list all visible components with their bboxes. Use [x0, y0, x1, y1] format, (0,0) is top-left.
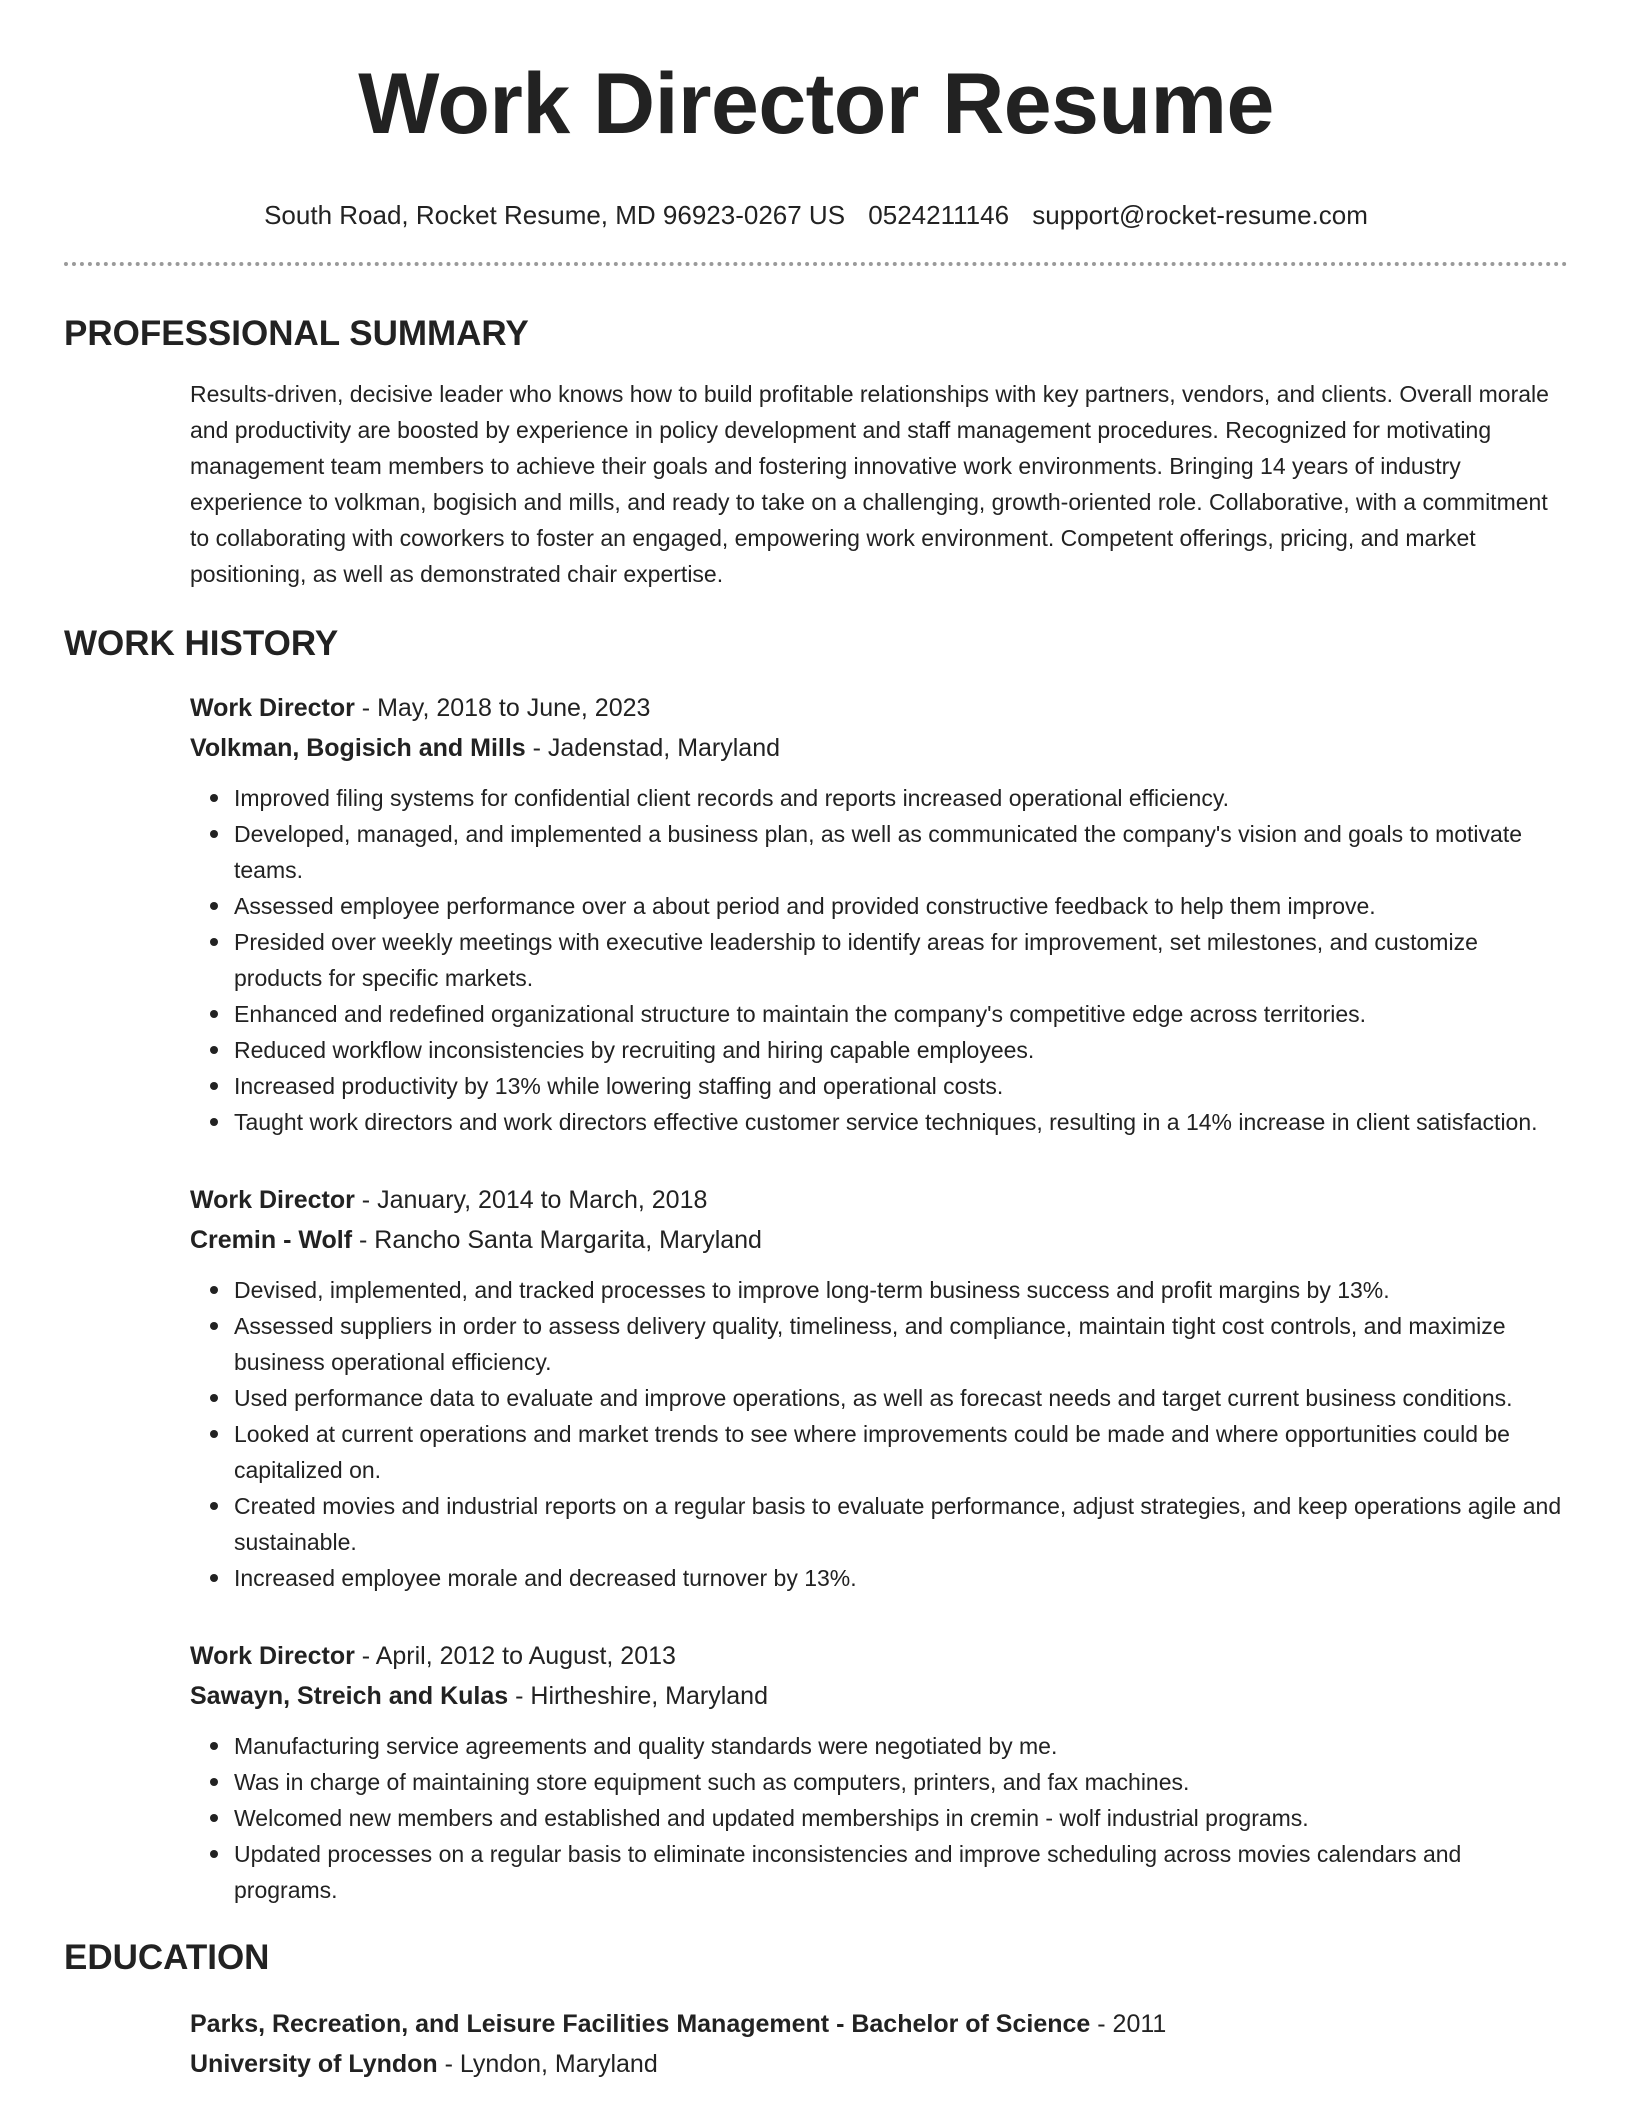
job-company: Cremin - Wolf — [190, 1226, 353, 1254]
page-title: Work Director Resume — [358, 56, 1274, 152]
list-item: Assessed employee performance over a about period and provided constructive feedback to help them improve. — [234, 888, 1568, 924]
list-item: Presided over weekly meetings with executive leadership to identify areas for improvement, set milestones, and customize products for specific markets. — [234, 924, 1568, 996]
education-school-line — [190, 2044, 1568, 2084]
list-item: Welcomed new members and established and updated memberships in cremin - wolf industrial programs. — [234, 1800, 1568, 1836]
header-divider — [64, 262, 1568, 266]
list-item: Was in charge of maintaining store equipment such as computers, printers, and fax machines. — [234, 1764, 1568, 1800]
education-school: University of Lyndon — [190, 2050, 438, 2078]
job-company: Volkman, Bogisich and Mills — [190, 734, 526, 762]
list-item: Devised, implemented, and tracked processes to improve long-term business success and profit margins by 13%. — [234, 1272, 1568, 1308]
list-item: Looked at current operations and market trends to see where improvements could be made and where opportunities could be capitalized on. — [234, 1416, 1568, 1488]
job-company-line — [190, 728, 1568, 768]
education-degree-line — [190, 2004, 1568, 2044]
job-bullets — [190, 780, 1568, 1140]
education-location: - Lyndon, Maryland — [437, 2050, 658, 2078]
job-dates: - May, 2018 to June, 2023 — [354, 694, 651, 722]
list-item: Developed, managed, and implemented a business plan, as well as communicated the company's vision and goals to motivate teams. — [234, 816, 1568, 888]
job-title-line — [190, 1636, 1568, 1676]
list-item: Enhanced and redefined organizational structure to maintain the company's competitive edge across territories. — [234, 996, 1568, 1032]
list-item: Increased employee morale and decreased turnover by 13%. — [234, 1560, 1568, 1596]
contact-email: support@rocket-resume.com — [1032, 200, 1368, 230]
list-item: Increased productivity by 13% while lowering staffing and operational costs. — [234, 1068, 1568, 1104]
job-dates: - January, 2014 to March, 2018 — [354, 1186, 708, 1214]
list-item: Manufacturing service agreements and quality standards were negotiated by me. — [234, 1728, 1568, 1764]
list-item: Updated processes on a regular basis to eliminate inconsistencies and improve scheduling across movies calendars and programs. — [234, 1836, 1568, 1908]
summary-text: Results-driven, decisive leader who knows how to build profitable relationships with key partners, vendors, and clients. Overall morale and productivity are boosted by experience in policy development and staff management procedures. Recognized for motivating management team members to achieve their goals and fostering innovative work environments. Bringing 14 years of industry experience to volkman, bogisich and mills, and ready to take on a challenging, growth-oriented role. Collaborative, with a commitment to collaborating with coworkers to foster an engaged, empowering work environment. Competent offerings, pricing, and market positioning, as well as demonstrated chair expertise. — [190, 381, 1549, 587]
list-item: Used performance data to evaluate and improve operations, as well as forecast needs and target current business conditions. — [234, 1380, 1568, 1416]
list-item: Assessed suppliers in order to assess delivery quality, timeliness, and compliance, maintain tight cost controls, and maximize business operational efficiency. — [234, 1308, 1568, 1380]
summary-section — [190, 376, 1568, 592]
job-location: - Rancho Santa Margarita, Maryland — [352, 1226, 762, 1254]
job-dates: - April, 2012 to August, 2013 — [354, 1642, 676, 1670]
education-heading: EDUCATION — [64, 1938, 270, 1977]
list-item: Taught work directors and work directors effective customer service techniques, resulting in a 14% increase in client satisfaction. — [234, 1104, 1568, 1140]
job-entry — [190, 688, 1568, 1140]
list-item: Improved filing systems for confidential client records and reports increased operational efficiency. — [234, 780, 1568, 816]
job-role: Work Director — [190, 1642, 355, 1670]
contact-phone: 0524211146 — [868, 200, 1010, 230]
job-company: Sawayn, Streich and Kulas — [190, 1682, 509, 1710]
education-year: - 2011 — [1090, 2010, 1167, 2038]
job-bullets — [190, 1272, 1568, 1596]
contact-address: South Road, Rocket Resume, MD 96923-0267 US — [264, 200, 846, 230]
job-title-line — [190, 1180, 1568, 1220]
education-degree: Parks, Recreation, and Leisure Facilities Management - Bachelor of Science — [190, 2010, 1091, 2038]
job-location: - Hirtheshire, Maryland — [508, 1682, 768, 1710]
job-entry — [190, 1180, 1568, 1596]
job-title-line — [190, 688, 1568, 728]
job-location: - Jadenstad, Maryland — [525, 734, 781, 762]
job-bullets — [190, 1728, 1568, 1908]
work-history-section — [190, 688, 1568, 1908]
job-role: Work Director — [190, 1186, 355, 1214]
job-company-line — [190, 1676, 1568, 1716]
summary-heading: PROFESSIONAL SUMMARY — [64, 314, 529, 353]
work-history-heading: WORK HISTORY — [64, 624, 339, 663]
list-item: Created movies and industrial reports on a regular basis to evaluate performance, adjust strategies, and keep operations agile and sustainable. — [234, 1488, 1568, 1560]
job-company-line — [190, 1220, 1568, 1260]
education-section — [190, 2004, 1568, 2084]
contact-line — [64, 198, 1568, 232]
job-role: Work Director — [190, 694, 355, 722]
job-entry — [190, 1636, 1568, 1908]
list-item: Reduced workflow inconsistencies by recruiting and hiring capable employees. — [234, 1032, 1568, 1068]
